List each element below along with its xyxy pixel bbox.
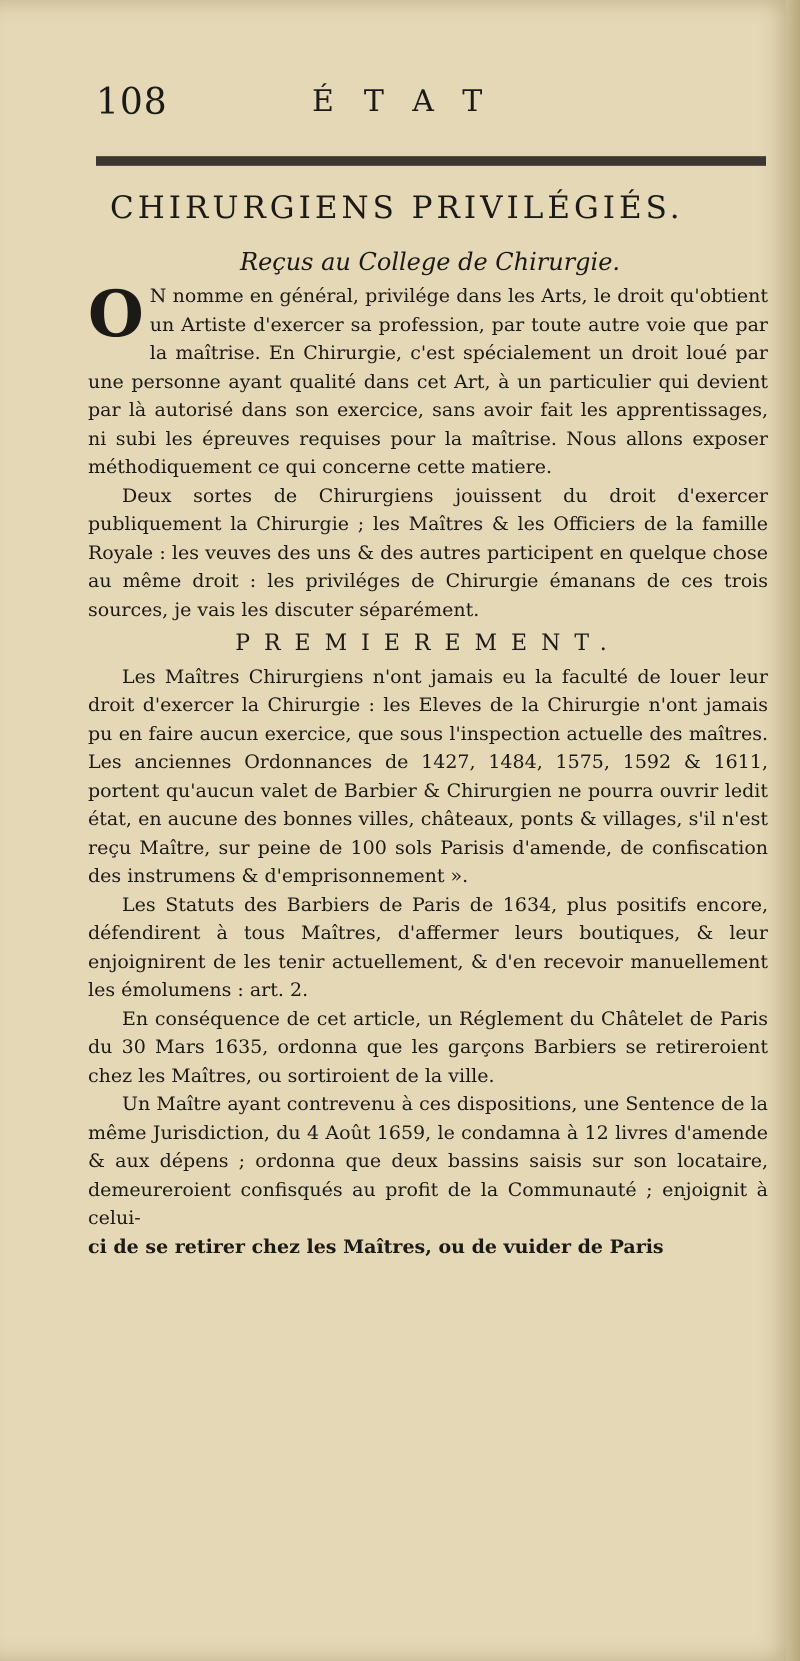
running-head: ÉTAT xyxy=(312,84,513,119)
paragraph-2: Deux sortes de Chirurgiens jouissent du droit d'exercer publiquement la Chirurgie ; les Maîtres & les Officiers de la famille Royale : les veuves des uns & des autres participent en quelque chose au même droit : les priviléges de Chirurgie émanans de ces trois sources, je vais les discuter séparément. xyxy=(88,484,768,621)
paragraph-1 xyxy=(88,277,768,482)
page-number: 108 xyxy=(96,82,168,123)
section-subtitle: Reçus au College de Chirurgie. xyxy=(240,248,621,276)
paragraph-3: Les Maîtres Chirurgiens n'ont jamais eu la faculté de louer leur droit d'exercer la Chirurgie : les Eleves de la Chirurgie n'ont jamais pu en faire aucun exercice, que sous l'inspection actuelle des maîtres. Les anciennes Ordonnances de 1427, 1484, 1575, 1592 & 1611, portent qu'aucun valet de Barbier & Chirurgien ne pourra ouvrir ledit état, en aucune des bonnes villes, châteaux, ponts & villages, s'il n'est reçu Maître, sur peine de 100 sols Parisis d'amende, de confiscation des instrumens & d'emprisonnement ». xyxy=(88,665,768,887)
paragraph-1-text: N nomme en général, privilége dans les Arts, le droit qu'obtient un Artiste d'exercer sa profession, par toute autre voie que par la maîtrise. En Chirurgie, c'est spécialement un droit loué par une personne ayant qualité dans cet Art, à un particulier qui devient par là autorisé dans son exercice, sans avoir fait les apprentissages, ni subi les épreuves requises pour la maîtrise. Nous allons exposer méthodiquement ce qui concerne cette matiere. xyxy=(88,285,768,478)
page-header xyxy=(96,82,776,132)
paragraph-6-last-line: ci de se retirer chez les Maîtres, ou de vuider de Paris xyxy=(88,1235,664,1258)
paragraph-4: Les Statuts des Barbiers de Paris de 1634, plus positifs encore, défendirent à tous Maîtres, d'affermer leurs boutiques, & leur enjoignirent de les tenir actuellement, & d'en recevoir manuellement les émolumens : art. 2. xyxy=(88,893,768,1001)
paragraph-5: En conséquence de cet article, un Réglement du Châtelet de Paris du 30 Mars 1635, ordonna que les garçons Barbiers se retireroient chez les Maîtres, ou sortiroient de la ville. xyxy=(88,1007,768,1087)
drop-cap: O xyxy=(88,277,144,352)
page-edge xyxy=(786,0,800,1661)
subheading-premierement: PREMIEREMENT. xyxy=(235,631,621,656)
section-title: CHIRURGIENS PRIVILÉGIÉS. xyxy=(110,190,684,226)
ornamental-rule xyxy=(96,156,766,166)
body-text xyxy=(88,277,768,1261)
paragraph-6: Un Maître ayant contrevenu à ces dispositions, une Sentence de la même Jurisdiction, du 4 Août 1659, le condamna à 12 livres d'amende & aux dépens ; ordonna que deux bassins saisis sur son locataire, demeureroient confisqués au profit de la Communauté ; enjoignit à celui- xyxy=(88,1093,768,1229)
